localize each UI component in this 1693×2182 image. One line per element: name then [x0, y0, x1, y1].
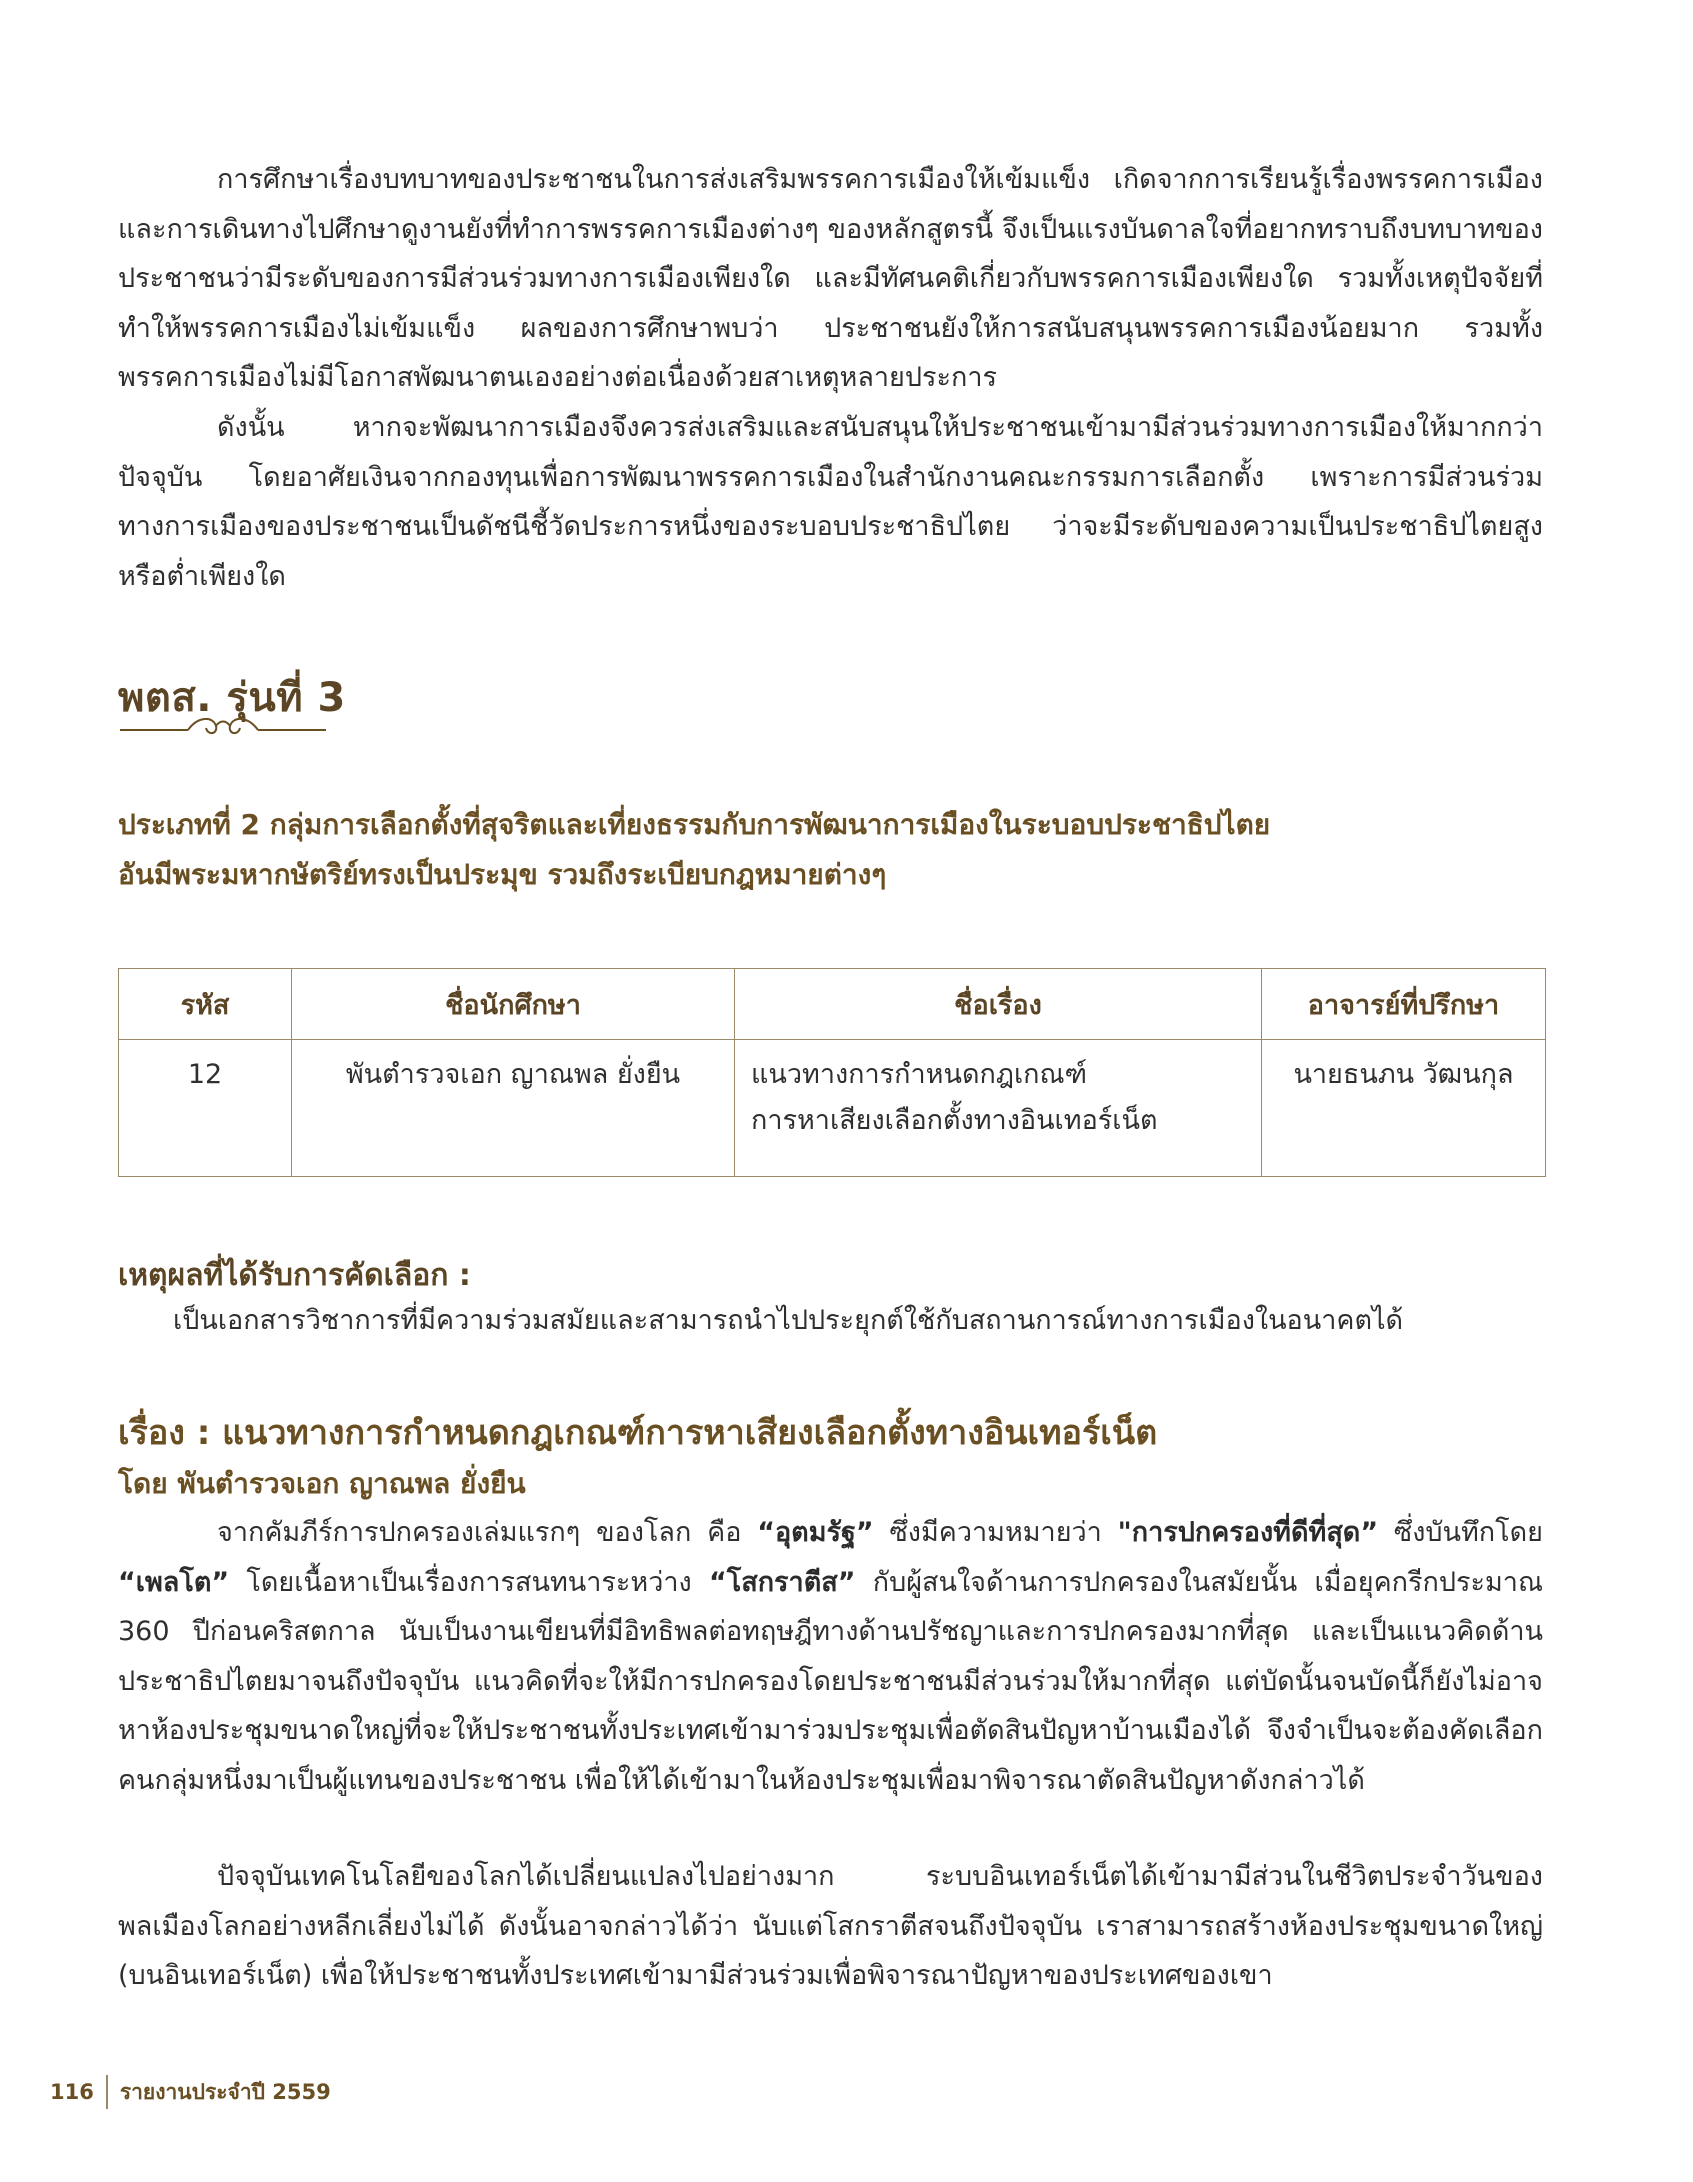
page-number: 116 — [50, 2080, 94, 2104]
p1-text-g: โดยเนื้อหาเป็นเรื่องการสนทนาระหว่าง — [229, 1566, 709, 1598]
cell-student: พันตำรวจเอก ญาณพล ยั่งยืน — [292, 1040, 735, 1177]
intro-paragraph-1: การศึกษาเรื่องบทบาทของประชาชนในการส่งเสริมพรรคการเมืองให้เข้มแข็ง เกิดจากการเรียนรู้เรื่องพรรคการเมือง และการเดินทางไปศึกษาดูงานยังที่ทำการพรรคการเมืองต่างๆ ของหลักสูตรนี้ จึงเป็นแรงบันดาลใจที่อยากทราบถึงบทบาทของประชาชนว่ามีระดับของการมีส่วนร่วมทางการเมืองเพียงใด และมีทัศนคติเกี่ยวกับพรรคการเมืองเพียงใด รวมทั้งเหตุปัจจัยที่ทำให้พรรคการเมืองไม่เข้มแข็ง ผลของการศึกษาพบว่า ประชาชนยังให้การสนับสนุนพรรคการเมืองน้อยมาก รวมทั้งพรรคการเมืองไม่มีโอกาสพัฒนาตนเองอย่างต่อเนื่องด้วยสาเหตุหลายประการ — [118, 164, 1543, 393]
cell-title-line-2: การหาเสียงเลือกตั้งทางอินเทอร์เน็ต — [751, 1105, 1158, 1136]
category-heading — [118, 800, 1568, 900]
page-footer — [50, 2072, 331, 2112]
category-line-2: อันมีพระมหากษัตริย์ทรงเป็นประมุข รวมถึงระเบียบกฎหมายต่างๆ — [118, 858, 887, 891]
cell-advisor: นายธนภน วัฒนกุล — [1262, 1040, 1546, 1177]
column-header-code: รหัส — [119, 969, 292, 1040]
p1-text-i: กับผู้สนใจด้านการปกครองในสมัยนั้น เมื่อยุคกรีกประมาณ 360 ปีก่อนคริสตกาล นับเป็นงานเขียนที่มีอิทธิพลต่อทฤษฎีทางด้านปรัชญาและการปกครองมากที่สุด และเป็นแนวคิดด้านประชาธิปไตยมาจนถึงปัจจุบัน แนวคิดที่จะให้มีการปกครองโดยประชาชนมีส่วนร่วมให้มากที่สุด แต่บัดนั้นจนบัดนี้ก็ยังไม่อาจหาห้องประชุมขนาดใหญ่ที่จะให้ประชาชนทั้งประเทศเข้ามาร่วมประชุมเพื่อตัดสินปัญหาบ้านเมืองได้ จึงจำเป็นจะต้องคัดเลือกคนกลุ่มหนึ่งมาเป็นผู้แทนของประชาชน เพื่อให้ได้เข้ามาในห้องประชุมเพื่อมาพิจารณาตัดสินปัญหาดังกล่าวได้ — [118, 1566, 1543, 1796]
p1-text-a: จากคัมภีร์การปกครองเล่มแรกๆ ของโลก คือ — [217, 1517, 758, 1548]
column-header-title: ชื่อเรื่อง — [735, 969, 1262, 1040]
story-author: โดย พันตำรวจเอก ญาณพล ยั่งยืน — [118, 1467, 526, 1500]
report-title: รายงานประจำปี 2559 — [119, 2079, 331, 2104]
p1-text-e: ซึ่งบันทึกโดย — [1378, 1517, 1543, 1548]
table-header-row — [119, 969, 1546, 1040]
generation-title: พตส. รุ่นที่ 3 — [118, 675, 346, 721]
intro-paragraph-2: ดังนั้น หากจะพัฒนาการเมืองจึงควรส่งเสริมและสนับสนุนให้ประชาชนเข้ามามีส่วนร่วมทางการเมืองให้มากกว่าปัจจุบัน โดยอาศัยเงินจากกองทุนเพื่อการพัฒนาพรรคการเมืองในสำนักงานคณะกรรมการเลือกตั้ง เพราะการมีส่วนร่วมทางการเมืองของประชาชนเป็นดัชนีชี้วัดประการหนึ่งของระบอบประชาธิปไตย ว่าจะมีระดับของความเป็นประชาธิปไตยสูงหรือต่ำเพียงใด — [118, 412, 1543, 592]
reason-text: เป็นเอกสารวิชาการที่มีความร่วมสมัยและสามารถนำไปประยุกต์ใช้กับสถานการณ์ทางการเมืองในอนาคตได้ — [173, 1305, 1404, 1336]
p1-emphasis-socrates: “โสกราตีส” — [708, 1566, 856, 1598]
ornament-divider-icon — [118, 712, 328, 738]
story-paragraph-1 — [118, 1508, 1543, 1805]
footer-divider — [106, 2075, 108, 2109]
reason-heading: เหตุผลที่ได้รับการคัดเลือก : — [118, 1258, 471, 1293]
p1-emphasis-plato: “เพลโต” — [118, 1566, 230, 1598]
column-header-student: ชื่อนักศึกษา — [292, 969, 735, 1040]
story-paragraph-2: ปัจจุบันเทคโนโลยีของโลกได้เปลี่ยนแปลงไปอย่างมาก ระบบอินเทอร์เน็ตได้เข้ามามีส่วนในชีวิตประจำวันของพลเมืองโลกอย่างหลีกเลี่ยงไม่ได้ ดังนั้นอาจกล่าวได้ว่า นับแต่โสกราตีสจนถึงปัจจุบัน เราสามารถสร้างห้องประชุมขนาดใหญ่ (บนอินเทอร์เน็ต) เพื่อให้ประชาชนทั้งประเทศเข้ามามีส่วนร่วมเพื่อพิจารณาปัญหาของประเทศของเขา — [118, 1861, 1543, 1991]
table-row — [119, 1040, 1546, 1177]
column-header-advisor: อาจารย์ที่ปรึกษา — [1262, 969, 1546, 1040]
cell-code: 12 — [119, 1040, 292, 1177]
cell-title-line-1: แนวทางการกำหนดกฎเกณฑ์ — [751, 1059, 1087, 1090]
category-line-1: ประเภทที่ 2 กลุ่มการเลือกตั้งที่สุจริตและเที่ยงธรรมกับการพัฒนาการเมืองในระบอบประชาธิปไตย — [118, 808, 1271, 841]
cell-title — [735, 1040, 1262, 1177]
p1-emphasis-utopia: “อุตมรัฐ” — [757, 1517, 874, 1548]
p1-text-c: ซึ่งมีความหมายว่า — [873, 1517, 1118, 1548]
story-title: เรื่อง : แนวทางการกำหนดกฎเกณฑ์การหาเสียงเลือกตั้งทางอินเทอร์เน็ต — [118, 1413, 1158, 1453]
p1-emphasis-best-government: "การปกครองที่ดีที่สุด” — [1117, 1517, 1379, 1548]
thesis-table — [118, 968, 1546, 1177]
